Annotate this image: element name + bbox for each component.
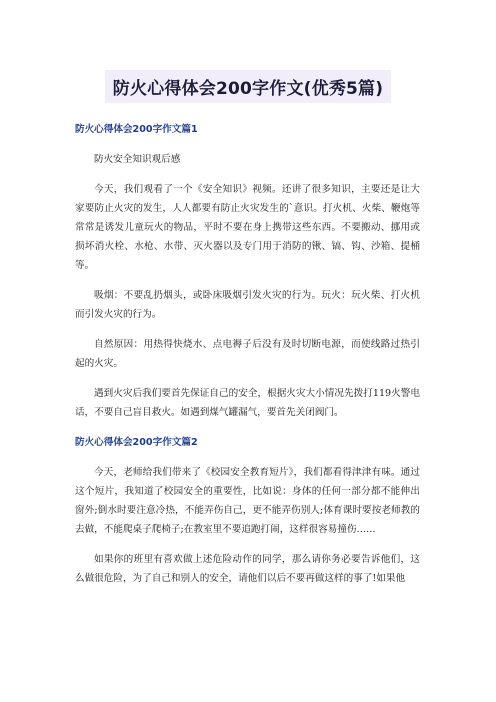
section-subtitle: 防火安全知识观后感 <box>94 154 181 165</box>
paragraph: 自然原因：用热得快烧水、点电褥子后没有及时切断电源，而使线路过热引起的火灾。 <box>75 339 420 369</box>
paragraph: 吸烟：不要乱扔烟头，或卧床吸烟引发火灾的行为。玩火：玩火柴、打火机而引发火灾的行为。 <box>75 290 420 320</box>
section-heading: 防火心得体会200字作文篇2 <box>75 437 198 448</box>
document-body <box>75 120 420 599</box>
document-title: 防火心得体会200字作文(优秀5篇) <box>105 70 391 103</box>
paragraph: 如果你的班里有喜欢做上述危险动作的同学，那么请你务必要告诉他们，这么做很危险，为了自己和别人的安全，请他们以后不要再做这样的事了!如果他 <box>75 554 420 584</box>
paragraph: 今天，老师给我们带来了《校园安全教育短片》，我们都看得津津有味。通过这个短片，我知道了校园安全的重要性，比如说：身体的任何一部分都不能伸出窗外;倒水时要注意冷热，不能弄伤自己，更不能弄伤别人;体育课时要按老师教的去做，不能爬桌子爬椅子;在教室里不要追跑打闹，这样很容易撞伤…… <box>75 467 420 535</box>
paragraph: 今天，我们观看了一个《安全知识》视频。还讲了很多知识，主要还是让大家要防止火灾的发生，人人都要有防止火灾发生的`意识。打火机、火柴、鞭炮等常常是诱发儿童玩火的物品，平时不要在身上携带这些东西。不要搬动、挪用或损坏消火栓、水枪、水带、灭火器以及专门用于消防的锹、镐、钩、沙箱、提桶等。 <box>75 184 420 271</box>
title-container <box>0 70 496 103</box>
paragraph: 遇到火灾后我们要首先保证自己的安全，根据火灾大小情况先拨打119火警电话，不要自己盲目救火。如遇到煤气罐漏气，要首先关闭阀门。 <box>75 388 420 418</box>
section-heading: 防火心得体会200字作文篇1 <box>75 124 198 135</box>
